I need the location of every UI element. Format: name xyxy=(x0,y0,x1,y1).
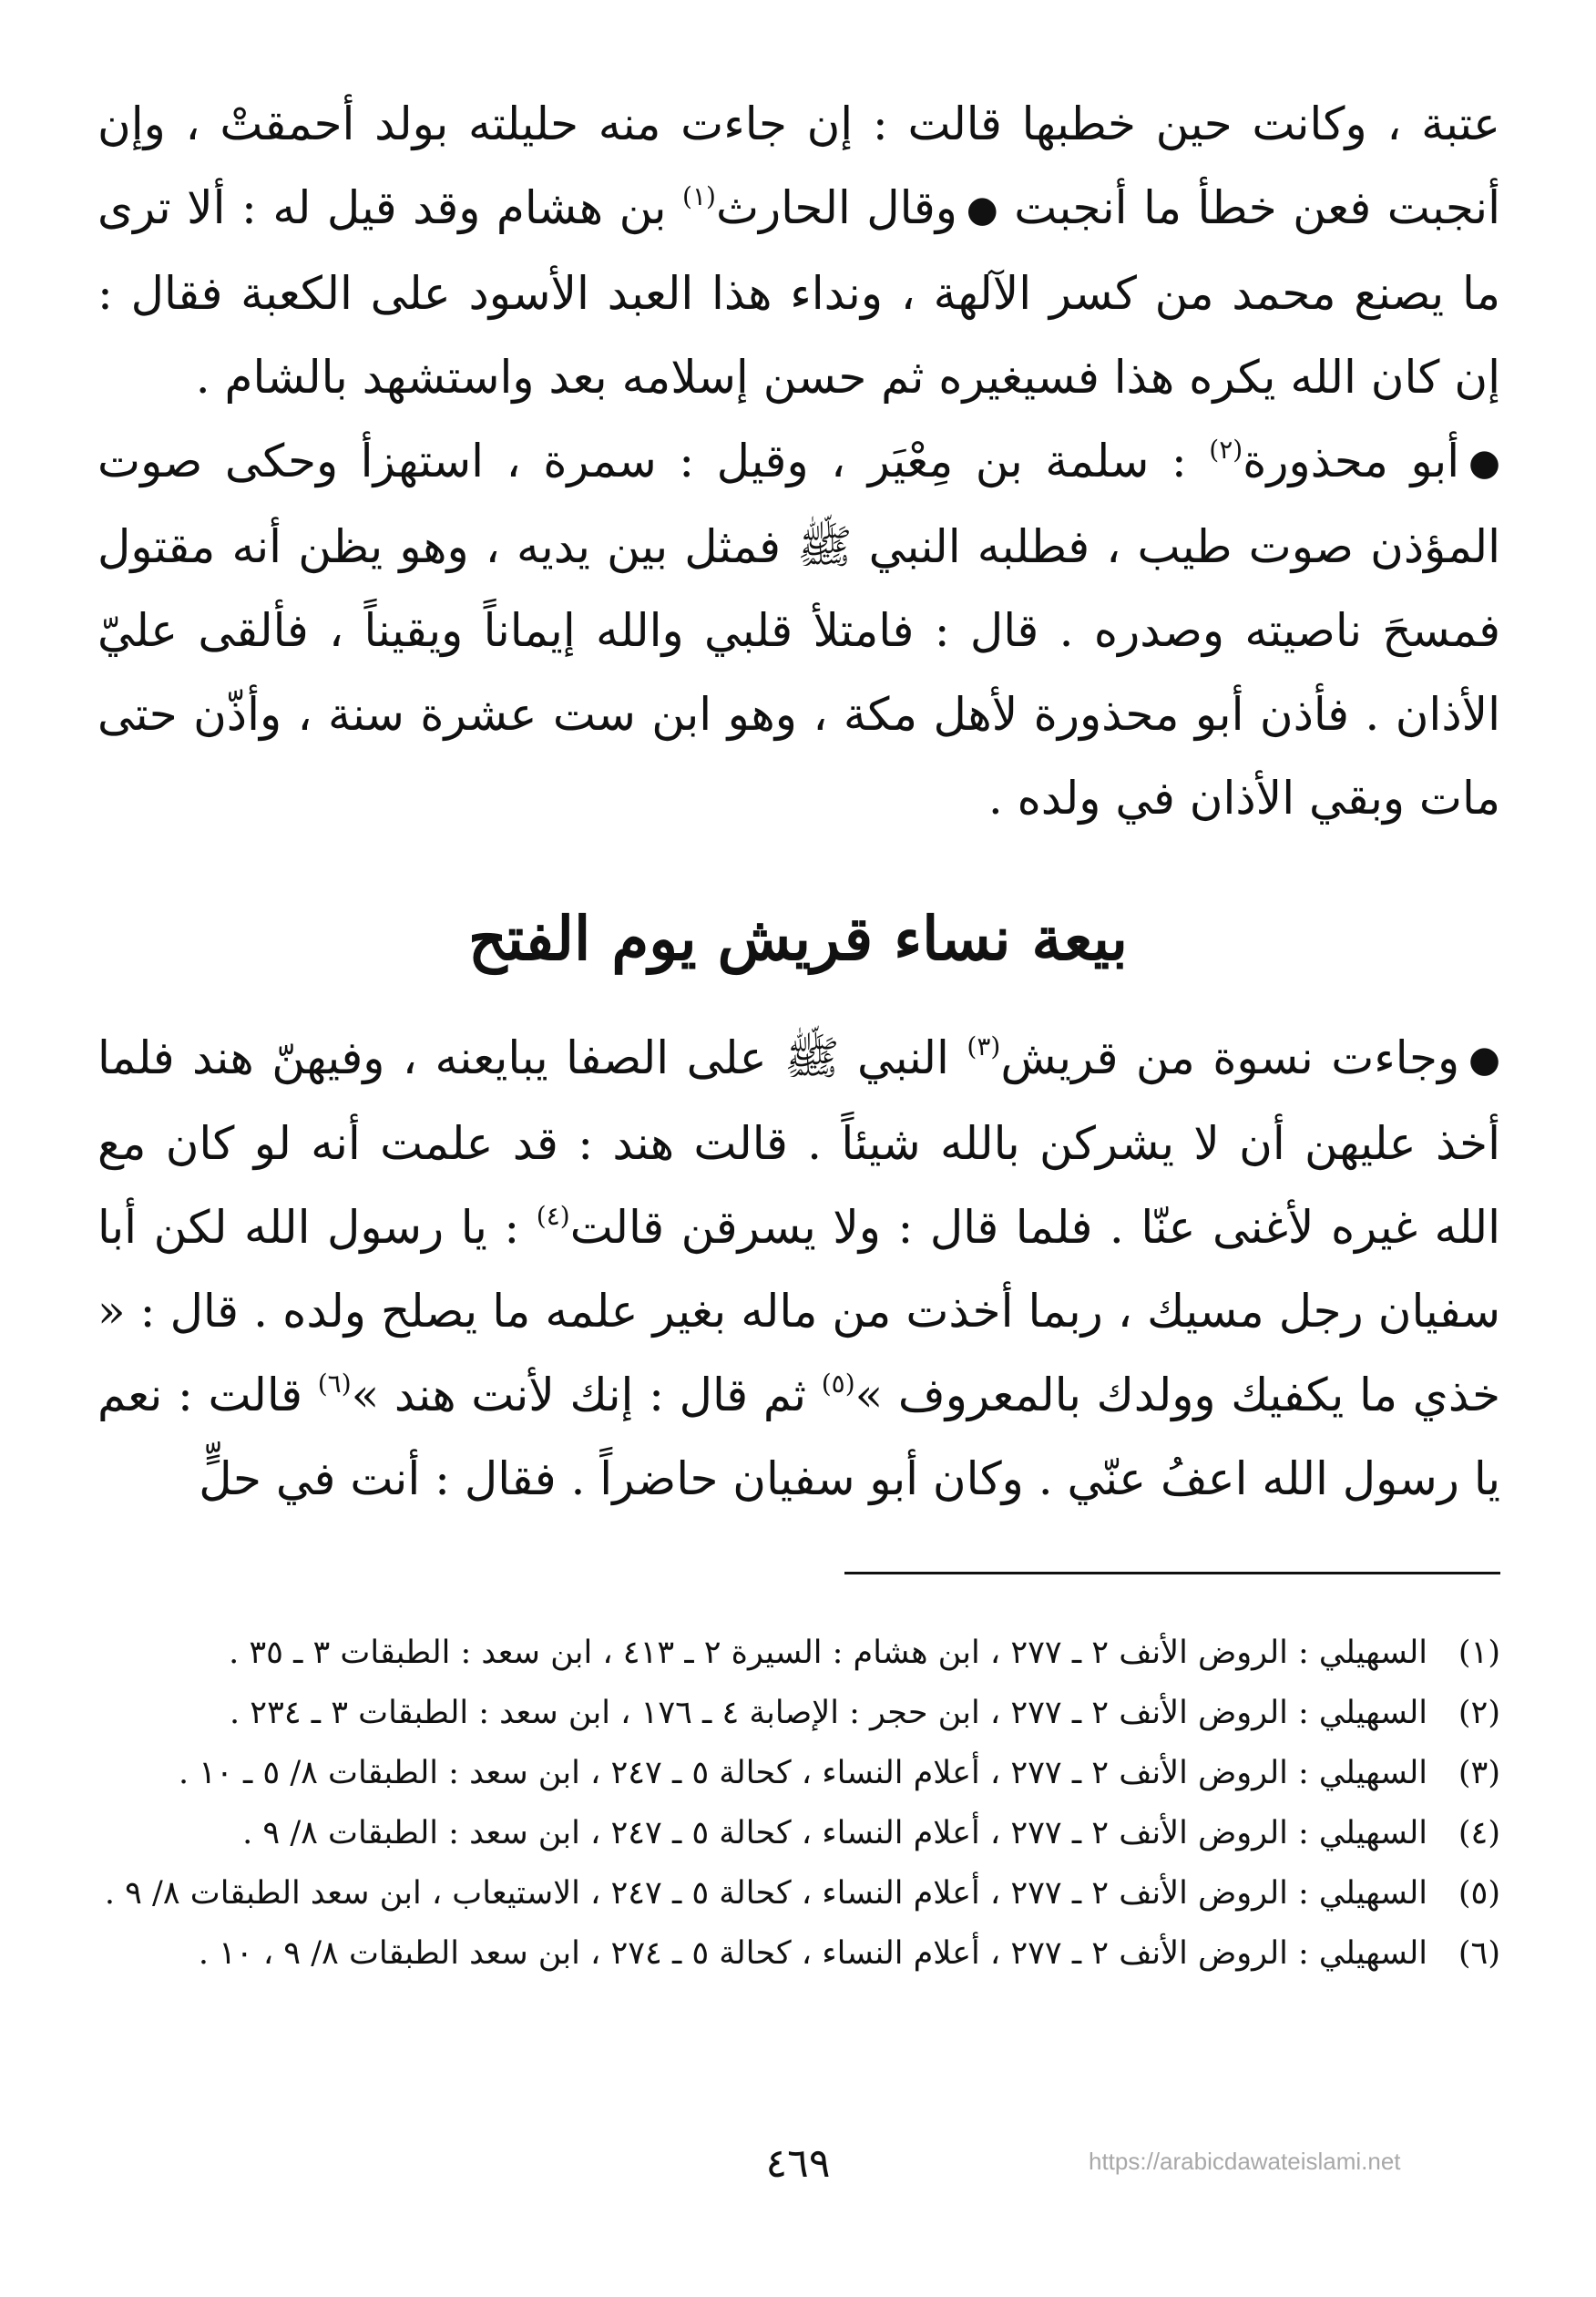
paragraph-text: أبو محذورة xyxy=(1243,435,1460,487)
footnote-text: السهيلي : الروض الأنف ٢ ـ ٢٧٧ ، ابن حجر : الإصابة ٤ ـ ١٧٦ ، ابن سعد : الطبقات ٣ ـ ٢٣٤ . xyxy=(230,1695,1427,1731)
footnotes xyxy=(97,1626,1500,1987)
paragraph-abu-mahdhura xyxy=(97,419,1500,840)
footnote-number: (٦) xyxy=(1458,1935,1500,1972)
footnote-item xyxy=(97,1807,1500,1860)
section-title: بيعة نساء قريش يوم الفتح xyxy=(468,903,1128,974)
body-text xyxy=(97,82,1500,840)
paragraph-harith xyxy=(97,82,1500,419)
footnote-text: السهيلي : الروض الأنف ٢ ـ ٢٧٧ ، أعلام النساء ، كحالة ٥ ـ ٢٤٧ ، ابن سعد : الطبقات ٨/ ٥ ـ ١٠ . xyxy=(178,1755,1427,1791)
watermark-url: https://arabicdawateislami.net xyxy=(1089,2148,1401,2175)
footnote-text: السهيلي : الروض الأنف ٢ ـ ٢٧٧ ، أعلام النساء ، كحالة ٥ ـ ٢٧٤ ، ابن سعد الطبقات ٨/ ٩ ، ١٠ . xyxy=(198,1935,1427,1972)
footnote-text: السهيلي : الروض الأنف ٢ ـ ٢٧٧ ، أعلام النساء ، كحالة ٥ ـ ٢٤٧ ، الاستيعاب ، ابن سعد الطبقات ٨/ ٩ . xyxy=(104,1875,1427,1912)
footnote-item xyxy=(97,1687,1500,1739)
footnote-number: (٢) xyxy=(1458,1695,1500,1731)
paragraph-text: بن هشام وقد قيل له : ألا ترى ما يصنع محمد من كسر الآلهة ، ونداء هذا العبد الأسود على الكعبة فقال : إن كان الله يكره هذا فسيغيره ثم حسن إسلامه بعد واستشهد بالشام . xyxy=(97,181,1500,404)
footnote-item xyxy=(97,1626,1500,1679)
footnote-text: السهيلي : الروض الأنف ٢ ـ ٢٧٧ ، ابن هشام : السيرة ٢ ـ ٤١٣ ، ابن سعد : الطبقات ٣ ـ ٣٥ . xyxy=(229,1635,1427,1671)
footnote-divider xyxy=(844,1572,1500,1574)
bullet-icon: ● xyxy=(1468,442,1500,484)
section-body xyxy=(97,1016,1500,1521)
paragraph-text: : سلمة بن مِعْيَر ، وقيل : سمرة ، استهزأ وحكى صوت المؤذن صوت طيب ، فطلبه النبي ﷺ فمثل بين يديه ، وهو يظن أنه مقتول فمسحَ ناصيته وصدره . قال : فامتلأ قلبي والله إيماناً ويقيناً ، فألقى عليّ الأذان . فأذن أبو محذورة لأهل مكة ، وهو ابن ست عشرة سنة ، وأذّن حتى مات وبقي الأذان في ولده . xyxy=(97,435,1500,825)
section-text: ثم قال : إنك لأنت هند » xyxy=(351,1369,807,1421)
bullet-icon: ● xyxy=(1468,1039,1501,1081)
footnote-number: (٣) xyxy=(1458,1755,1500,1791)
section-text: : يا رسول الله لكن أبا سفيان رجل مسيك ، ربما أخذت من ماله بغير علمه ما يصلح ولده . قال : « خذي ما يكفيك وولدك بالمعروف » xyxy=(97,1201,1500,1421)
section-text: قالت : نعم يا رسول الله اعفُ عنّي . وكان أبو سفيان حاضراً . فقال : أنت في حلٍّ xyxy=(97,1369,1500,1505)
section-text: وجاءت نسوة من قريش xyxy=(1000,1031,1460,1084)
section-text: النبي ﷺ على الصفا يبايعنه ، وفيهنّ هند فلما أخذ عليهن أن لا يشركن بالله شيئاً . قالت هند : قد علمت أنه لو كان مع الله غيره لأغنى عنّا . فلما قال : ولا يسرقن قالت xyxy=(97,1031,1500,1254)
footnote-marker[interactable]: (١) xyxy=(682,181,716,211)
footnote-item xyxy=(97,1747,1500,1800)
paragraph-text: عتبة ، وكانت حين خطبها قالت : إن جاءت منه حليلته بولد أحمقتْ ، وإن أنجبت فعن خطأ ما أنجبت xyxy=(97,97,1500,234)
footnote-marker[interactable]: (٣) xyxy=(967,1031,1001,1061)
footnote-item xyxy=(97,1867,1500,1920)
footnote-number: (١) xyxy=(1458,1635,1500,1671)
footnote-marker[interactable]: (٢) xyxy=(1209,435,1243,465)
footnote-marker[interactable]: (٤) xyxy=(536,1201,570,1231)
paragraph-text: وقال الحارث xyxy=(715,181,957,234)
footnote-number: (٥) xyxy=(1458,1875,1500,1912)
page-number: ٤٦٩ xyxy=(765,2140,831,2187)
footnote-number: (٤) xyxy=(1458,1815,1500,1851)
footnote-text: السهيلي : الروض الأنف ٢ ـ ٢٧٧ ، أعلام النساء ، كحالة ٥ ـ ٢٤٧ ، ابن سعد : الطبقات ٨/ ٩ . xyxy=(242,1815,1427,1851)
footnote-item xyxy=(97,1927,1500,1980)
footnote-marker[interactable]: (٦) xyxy=(317,1369,352,1399)
bullet-icon: ● xyxy=(966,189,998,231)
footnote-marker[interactable]: (٥) xyxy=(821,1369,855,1399)
